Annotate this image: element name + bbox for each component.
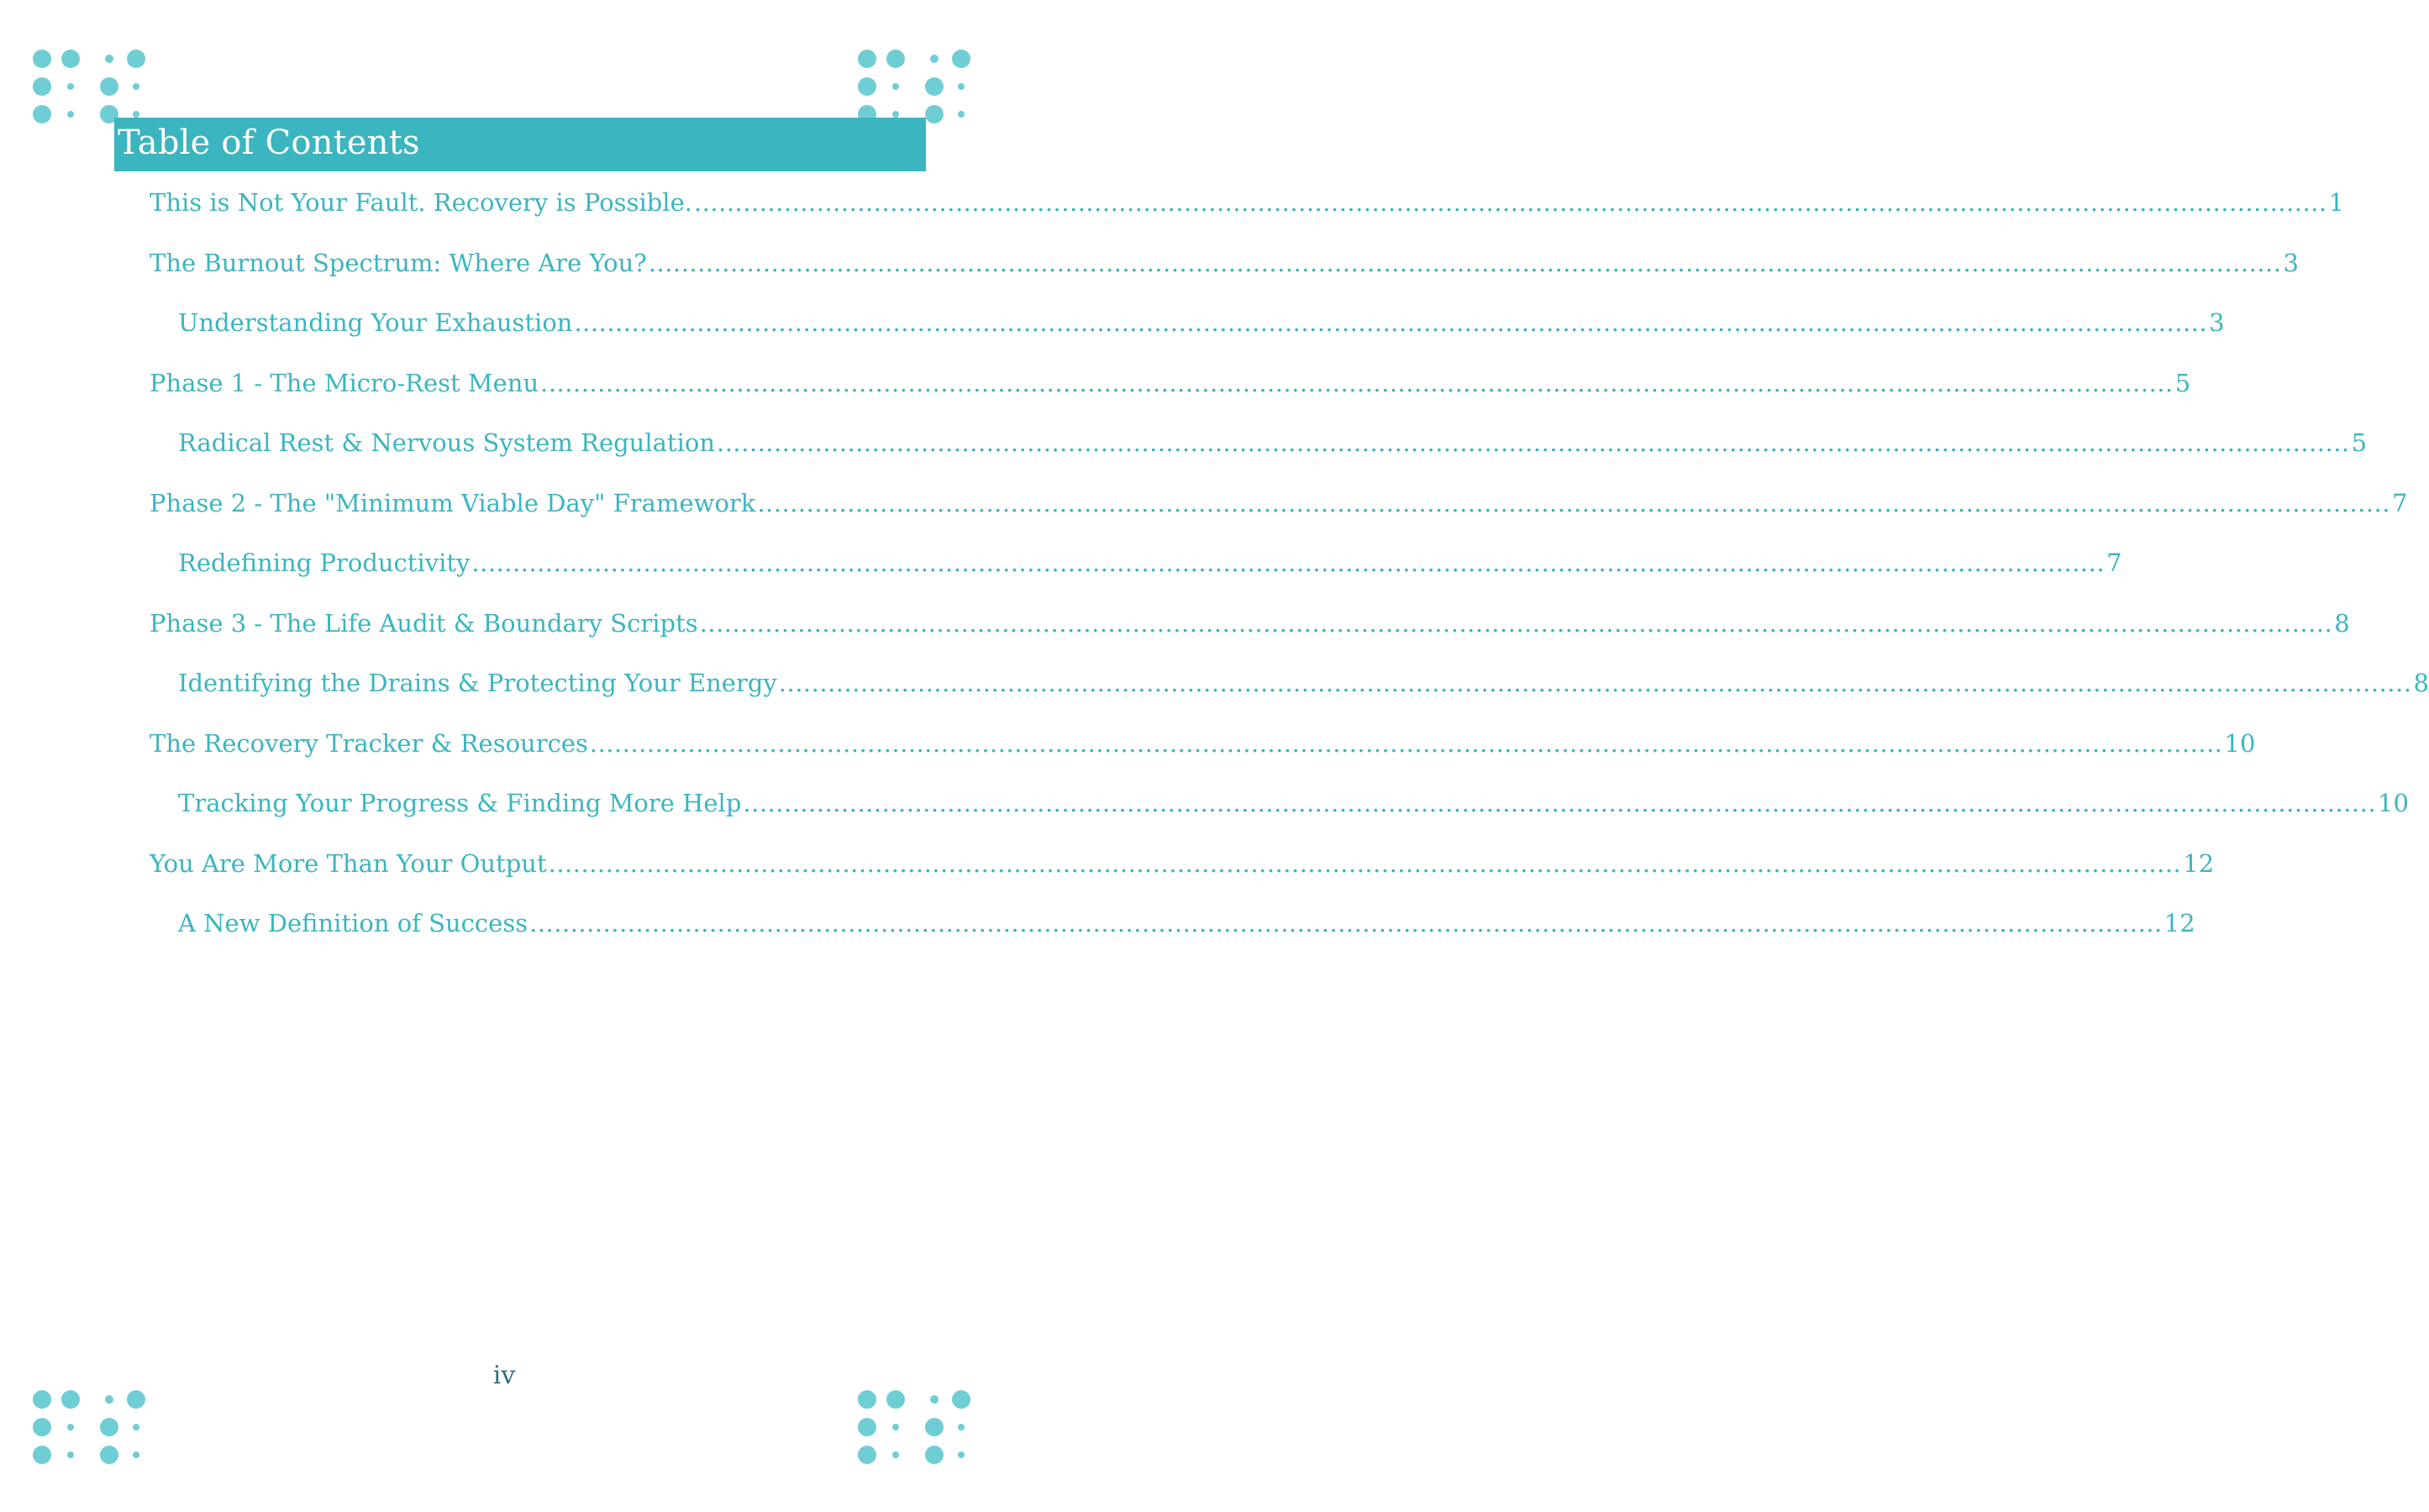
toc-dot-leader: ........................................................................................................................................................................................................ (548, 849, 2182, 878)
decorative-dot (33, 1446, 51, 1464)
decorative-dot (858, 77, 876, 96)
toc-entry-label: You Are More Than Your Output (150, 849, 547, 878)
decorative-dots-top-left (32, 47, 150, 128)
decorative-dot (958, 1424, 965, 1431)
toc-entry-page-number: 10 (2224, 729, 2256, 758)
decorative-dot (925, 1446, 944, 1464)
toc-entry-label: The Recovery Tracker & Resources (150, 729, 588, 758)
toc-entry[interactable] (178, 909, 2195, 942)
toc-entry[interactable] (150, 188, 2345, 222)
toc-entry-label: Phase 1 - The Micro-Rest Menu (150, 369, 539, 397)
decorative-dot (858, 1418, 876, 1436)
decorative-dot (858, 50, 876, 68)
decorative-dot (67, 1452, 74, 1458)
dot-pattern-icon (857, 1388, 975, 1468)
decorative-dot (127, 50, 145, 68)
toc-dot-leader: ........................................................................................................................................................................................................ (540, 369, 2174, 397)
toc-entry-page-number: 12 (2183, 849, 2215, 878)
decorative-dot (33, 1418, 51, 1436)
decorative-dot (133, 111, 139, 118)
decorative-dot (133, 1424, 139, 1431)
toc-entry[interactable] (150, 249, 2299, 282)
toc-entry[interactable] (178, 549, 2122, 582)
decorative-dot (105, 55, 113, 63)
decorative-dot (892, 111, 899, 118)
decorative-dot (958, 1452, 965, 1458)
toc-title-bar (114, 118, 926, 171)
decorative-dot (67, 111, 74, 118)
decorative-dot (925, 105, 944, 123)
decorative-dot (100, 1446, 118, 1464)
toc-dot-leader: ........................................................................................................................................................................................................ (693, 188, 2327, 217)
decorative-dots-bottom-right (857, 1388, 975, 1468)
toc-dot-leader: ........................................................................................................................................................................................................ (471, 549, 2106, 577)
decorative-dot (33, 1390, 51, 1409)
decorative-dot (133, 83, 139, 90)
decorative-dot (67, 1424, 74, 1431)
toc-entry-label: Tracking Your Progress & Finding More Help (178, 789, 742, 817)
toc-dot-leader: ........................................................................................................................................................................................................ (589, 729, 2223, 758)
decorative-dot (958, 111, 965, 118)
decorative-dot (892, 1424, 899, 1431)
decorative-dot (958, 83, 965, 90)
decorative-dot (925, 1418, 944, 1436)
decorative-dot (33, 105, 51, 123)
decorative-dot (952, 1390, 970, 1409)
toc-dot-leader: ........................................................................................................................................................................................................ (648, 249, 2282, 277)
dot-pattern-icon (857, 47, 975, 128)
toc-entry[interactable] (178, 428, 2368, 462)
toc-entry[interactable] (150, 609, 2350, 643)
toc-dot-leader: ........................................................................................................................................................................................................ (757, 489, 2390, 517)
toc-title: Table of Contents (118, 123, 420, 162)
toc-entry-label: This is Not Your Fault. Recovery is Possible. (150, 188, 692, 217)
decorative-dot (33, 77, 51, 96)
decorative-dot (858, 1390, 876, 1409)
decorative-dots-bottom-left (32, 1388, 150, 1468)
decorative-dot (105, 1395, 113, 1404)
toc-entry-page-number: 12 (2163, 909, 2195, 937)
toc-entry-label: Redefining Productivity (178, 549, 471, 577)
decorative-dot (892, 83, 899, 90)
decorative-dot (892, 1452, 899, 1458)
toc-entry-page-number: 5 (2351, 428, 2368, 457)
dot-pattern-icon (32, 47, 150, 128)
toc-entry-page-number: 3 (2283, 249, 2299, 277)
decorative-dot (858, 1446, 876, 1464)
toc-entry-page-number: 3 (2209, 308, 2225, 337)
decorative-dot (127, 1390, 145, 1409)
toc-entry[interactable] (178, 308, 2225, 342)
decorative-dot (930, 1395, 938, 1404)
toc-entry[interactable] (150, 849, 2215, 883)
toc-entry-label: Identifying the Drains & Protecting Your Energy (178, 669, 777, 697)
decorative-dot (133, 1452, 139, 1458)
toc-entry[interactable] (178, 669, 2429, 702)
decorative-dot (33, 50, 51, 68)
toc-entry-page-number: 5 (2174, 369, 2191, 397)
toc-entry[interactable] (150, 369, 2191, 402)
decorative-dot (886, 1390, 905, 1409)
toc-entry[interactable] (150, 489, 2408, 522)
toc-entry-label: The Burnout Spectrum: Where Are You? (150, 249, 647, 277)
toc-dot-leader: ........................................................................................................................................................................................................ (574, 308, 2208, 337)
toc-entry-label: Phase 3 - The Life Audit & Boundary Scripts (150, 609, 698, 638)
toc-dot-leader: ........................................................................................................................................................................................................ (699, 609, 2333, 638)
toc-entry-page-number: 8 (2334, 609, 2350, 638)
page-number: iv (492, 1361, 516, 1390)
decorative-dot (100, 1418, 118, 1436)
toc-entry-label: Phase 2 - The "Minimum Viable Day" Framework (150, 489, 756, 517)
toc-dot-leader: ........................................................................................................................................................................................................ (717, 428, 2350, 457)
decorative-dot (67, 83, 74, 90)
decorative-dot (61, 50, 80, 68)
toc-entry-label: A New Definition of Success (178, 909, 528, 937)
toc-entry-page-number: 7 (2106, 549, 2122, 577)
decorative-dots-top-right (857, 47, 975, 128)
toc-dot-leader: ........................................................................................................................................................................................................ (743, 789, 2377, 817)
decorative-dot (952, 50, 970, 68)
decorative-dot (925, 77, 944, 96)
toc-entry-label: Radical Rest & Nervous System Regulation (178, 428, 715, 457)
toc-entry[interactable] (150, 729, 2256, 763)
dot-pattern-icon (32, 1388, 150, 1468)
toc-entry-label: Understanding Your Exhaustion (178, 308, 573, 337)
toc-entry[interactable] (178, 789, 2409, 822)
toc-entry-page-number: 10 (2378, 789, 2409, 817)
decorative-dot (886, 50, 905, 68)
toc-entry-page-number: 7 (2392, 489, 2408, 517)
toc-entry-page-number: 1 (2328, 188, 2345, 217)
toc-dot-leader: ........................................................................................................................................................................................................ (529, 909, 2163, 937)
toc-dot-leader: ........................................................................................................................................................................................................ (778, 669, 2412, 697)
toc-entry-page-number: 8 (2413, 669, 2429, 697)
decorative-dot (61, 1390, 80, 1409)
decorative-dot (100, 77, 118, 96)
decorative-dot (930, 55, 938, 63)
